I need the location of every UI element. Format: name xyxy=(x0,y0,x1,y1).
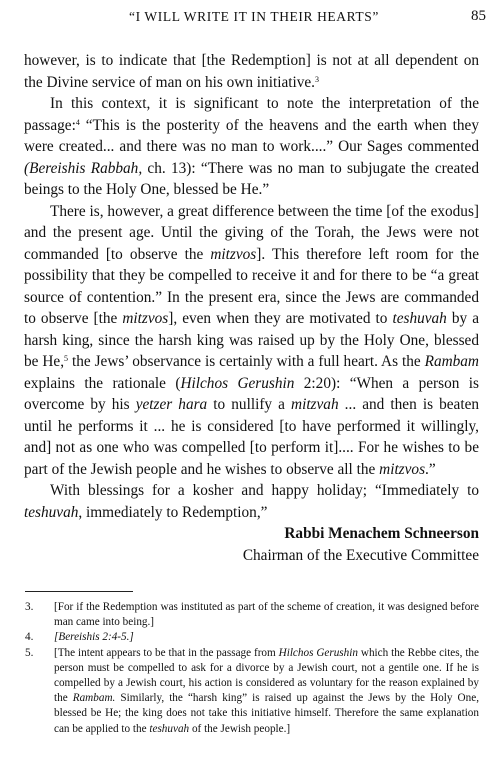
italic-term: mitzvos xyxy=(210,245,257,263)
italic-term: teshuvah xyxy=(24,503,79,521)
paragraph-3: There is, however, a great difference between the time [of the exodus] and the present age. Until the giving of the Torah, the Jews were not commanded [to observe the mitzvos]. This therefore left room for the possibility that they be compelled to receive it and for there to be “a great source of contention.” In the present era, since the Jews are commanded to observe [the mitzvos], even when they are motivated to teshuvah by a harsh king, since the harsh king was raised up by the Holy One, blessed be He,$^5$ the Jews’ observance is certainly with a full heart. As the Rambam explains the rationale (Hilchos Gerushin 2:20): “When a person is overcome by his yetzer hara to nullify a mitzvah ... and then is beaten until he performs it ... he is considered [to have performed it willingly, and] not as one who was compelled [to perform it].... For he wishes to be part of the Jewish people and he wishes to observe all the mitzvos.” xyxy=(24,202,480,478)
footnote-divider xyxy=(25,591,133,592)
running-title: “I WILL WRITE IT IN THEIR HEARTS” xyxy=(129,9,379,24)
footnote-marker: 4 xyxy=(75,117,80,127)
italic-term: teshuvah xyxy=(392,310,447,327)
page-number: 85 xyxy=(471,8,486,24)
footnote-text: [The intent appears to be that in the passage from Hilchos Gerushin which the Rebbe cites, the person must be compelled to ask for a divorce by a Jewish court, not a gentile one. If he is compelled by a Jewish court, his action is considered as voluntary for the reason explained by the Rambam. Similarly, the “harsh king” is raised up against the Jews by the Holy One, blessed be He; the king does not take this initiative himself. Therefore the same explanation can be applied to the teshuvah of the Jewish people.] xyxy=(54,646,479,735)
italic-term: mitzvos xyxy=(122,310,169,327)
signature-name: Rabbi Menachem Schneerson xyxy=(284,525,479,542)
footnote-5 xyxy=(25,646,479,737)
footnote-number: 5. xyxy=(25,646,34,659)
footnote-3 xyxy=(25,600,479,630)
italic-term: mitzvos xyxy=(379,460,426,478)
footnotes xyxy=(25,600,479,737)
italic-term: yetzer hara xyxy=(135,396,208,413)
italic-term: [Bereishis 2:4-5.] xyxy=(54,631,134,644)
footnote-text: [For if the Redemption was instituted as part of the scheme of creation, it was designed before man came into being.] xyxy=(54,601,479,629)
footnote-marker: 5 xyxy=(64,354,69,363)
italic-term: Hilchos Gerushin xyxy=(180,374,295,392)
paragraph-2: In this context, it is significant to note the interpretation of the passage:$^4$ “This is the posterity of the heavens and the earth when they were created... and there was no man to work....” Our Sages commented (Bereishis Rabbah, ch. 13): “There was no man to subjugate the created beings to the Holy One, blessed be He.” xyxy=(24,95,479,198)
footnote-number: 4. xyxy=(25,631,34,644)
signature-title: Chairman of the Executive Committee xyxy=(242,546,479,564)
page-header xyxy=(22,7,486,27)
italic-term: Rambam xyxy=(424,353,479,370)
paragraph-4: With blessings for a kosher and happy holiday; “Immediately to teshuvah, immediately to Redemption,” xyxy=(24,482,479,521)
footnote-number: 3. xyxy=(25,601,34,613)
italic-term: mitzvah xyxy=(291,396,339,413)
footnote-text xyxy=(54,631,134,643)
italic-term: Rambam. xyxy=(72,692,116,705)
italic-term: (Bereishis Rabbah, xyxy=(24,159,143,177)
italic-term: teshuvah xyxy=(149,722,190,735)
footnote-4 xyxy=(25,630,479,645)
footnote-marker: 3 xyxy=(315,74,319,84)
main-text xyxy=(24,50,479,566)
paragraph-1: however, is to indicate that [the Redemption] is not at all dependent on the Divine service of man on his own initiative.$^3$ xyxy=(24,52,479,91)
italic-term: Hilchos Gerushin xyxy=(278,646,358,659)
